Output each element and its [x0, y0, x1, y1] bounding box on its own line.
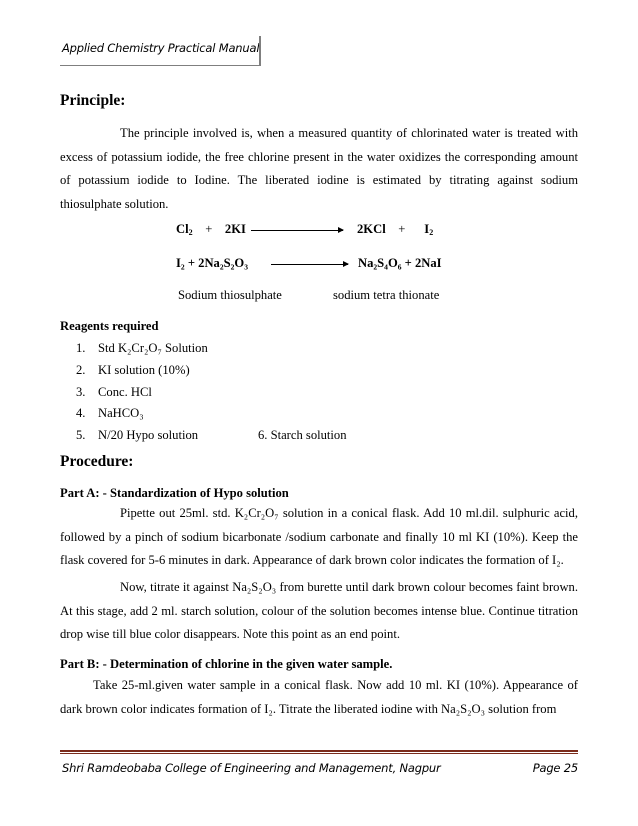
reaction-arrow-1 [251, 230, 343, 231]
label-sodium-thiosulphate: Sodium thiosulphate [178, 288, 282, 302]
part-b-paragraph-1: Take 25-ml.given water sample in a conical flask. Now add 10 ml. KI (10%). Appearance of dark brown color indicates formation of I₂. Titrate the liberated iodine with Na₂S₂O₃ solution from [60, 678, 578, 716]
list-item-starch: 6. Starch solution [258, 428, 347, 442]
page-number: Page 25 [532, 761, 578, 775]
reagents-heading: Reagents required [60, 319, 159, 333]
header-title: Applied Chemistry Practical Manual [62, 41, 260, 55]
list-item: 4. NaHCO₃ [76, 406, 144, 420]
list-item: 1. Std K₂Cr₂O₇ Solution [76, 341, 208, 355]
list-item: 3. Conc. HCl [76, 385, 152, 399]
eq1-left: $Cl_2$ + 2KI [176, 222, 246, 237]
part-b-heading: Part B: - Determination of chlorine in the given water sample. [60, 657, 393, 671]
part-a-paragraph-2: Now, titrate it against Na₂S₂O₃ from burette until dark brown colour becomes faint brown. At this stage, add 2 ml. starch solution, colour of the solution becomes intense blue. Continue titration drop wise till blue color disappears. Note this point as an end point. [60, 580, 578, 641]
list-item: 2. KI solution (10%) [76, 363, 190, 377]
list-item: 5. N/20 Hypo solution [76, 428, 199, 442]
footer-rule [60, 750, 578, 752]
part-a-paragraph-1: Pipette out 25ml. std. K₂Cr₂O₇ solution in a conical flask. Add 10 ml.dil. sulphuric acid, followed by a pinch of sodium bicarbonate /sodium carbonate and finally 10 ml KI (10%). Keep the flask covered for 5-6 minutes in dark. Appearance of dark brown color indicates the formation of I₂. [60, 506, 578, 567]
eq2-right: Na₂S₄O₆ + 2NaI [358, 256, 442, 270]
footer-rule-thin [60, 753, 578, 754]
header-divider [259, 36, 261, 66]
reaction-arrow-2 [271, 264, 348, 265]
eq1-right: 2KCl + $I_2$ [357, 222, 434, 237]
eq2-left: I₂ + 2Na₂S₂O₃ [176, 256, 248, 270]
footer-college: Shri Ramdeobaba College of Engineering and Management, Nagpur [62, 761, 441, 775]
principle-heading: Principle: [60, 92, 126, 109]
principle-text: The principle involved is, when a measured quantity of chlorinated water is treated with excess of potassium iodide, the free chlorine present in the water oxidizes the corresponding amount of potassium iodide to Iodine. The liberated iodine is estimated by titrating against sodium thiosulphate solution. [60, 126, 578, 211]
part-a-heading: Part A: - Standardization of Hypo solution [60, 486, 289, 500]
procedure-heading: Procedure: [60, 453, 134, 470]
header-rule [60, 65, 260, 66]
label-sodium-tetrathionate: sodium tetra thionate [333, 288, 440, 302]
